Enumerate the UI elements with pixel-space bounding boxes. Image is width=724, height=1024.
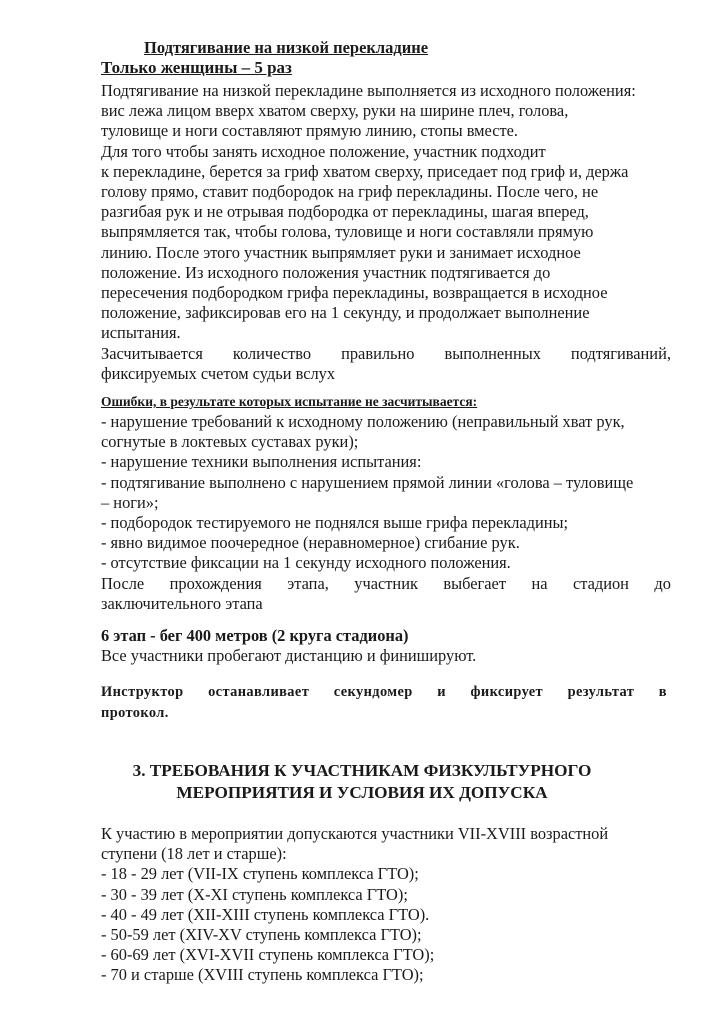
age-group-item: - 50-59 лет (XIV-XV ступень комплекса ГТО); <box>101 925 422 945</box>
instructor-line <box>101 682 667 703</box>
error-item: согнутые в локтевых суставах руки); <box>101 432 359 452</box>
stage6-text: Все участники пробегают дистанцию и финишируют. <box>101 646 477 666</box>
after-stage-line <box>101 574 671 594</box>
text-line: пересечения подбородком грифа перекладины, возвращается в исходное <box>101 283 608 303</box>
section-title-line: 3. ТРЕБОВАНИЯ К УЧАСТНИКАМ ФИЗКУЛЬТУРНОГО <box>132 761 592 780</box>
admission-block <box>101 824 671 986</box>
word: После <box>101 573 145 593</box>
error-item: - явно видимое поочередное (неравномерное) сгибание рук. <box>101 533 520 553</box>
age-group-item: - 30 - 39 лет (X-XI ступень комплекса ГТО); <box>101 884 408 904</box>
text-line: выпрямляется так, чтобы голова, туловище и ноги составляли прямую <box>101 222 594 242</box>
word: результат <box>567 684 635 700</box>
text-line: ступени (18 лет и старше): <box>101 844 287 864</box>
age-group-item: - 60-69 лет (XVI-XVII ступень комплекса ГТО); <box>101 945 435 965</box>
text-line: вис лежа лицом вверх хватом сверху, руки на ширине плеч, голова, <box>101 101 569 121</box>
text-line: голову прямо, ставит подбородок на гриф перекладины. После чего, не <box>101 182 599 202</box>
text-line: положение. Из исходного положения участник подтягивается до <box>101 262 551 282</box>
section-title-line: МЕРОПРИЯТИЯ И УСЛОВИЯ ИХ ДОПУСКА <box>176 783 548 802</box>
word: подтягиваний, <box>570 343 671 363</box>
description-paragraph <box>101 81 671 384</box>
error-item: - нарушение требований к исходному положению (неправильный хват рук, <box>101 412 625 431</box>
word: прохождения <box>169 573 262 593</box>
text-line: к перекладине, берется за гриф хватом сверху, приседает под гриф и, держа <box>101 161 629 181</box>
word: правильно <box>341 343 415 363</box>
error-item: – ноги»; <box>101 492 159 512</box>
text-line: Подтягивание на низкой перекладине выполняется из исходного положения: <box>101 81 636 100</box>
word: выбегает <box>443 573 506 593</box>
section-title <box>0 760 724 804</box>
subheading: Только женщины – 5 раз <box>101 58 292 77</box>
text-line: Для того чтобы занять исходное положение, участник подходит <box>101 141 546 161</box>
text-line: разгибая рук и не отрывая подбородка от перекладины, шагая вперед, <box>101 202 589 222</box>
word: останавливает <box>208 684 310 700</box>
counted-line <box>101 344 671 364</box>
word: стадион <box>572 573 629 593</box>
word: участник <box>354 573 418 593</box>
text-line: линию. После этого участник выпрямляет руки и занимает исходное <box>101 242 581 262</box>
text-line: испытания. <box>101 323 181 343</box>
text-line: протокол. <box>101 705 169 721</box>
instructor-note <box>101 682 667 724</box>
age-group-item: - 40 - 49 лет (XII-XIII ступень комплекса ГТО). <box>101 904 430 924</box>
text-line: К участию в мероприятии допускаются участники VII-XVIII возрастной <box>101 824 609 843</box>
text-line: заключительного этапа <box>101 593 263 613</box>
error-item: - подбородок тестируемого не поднялся выше грифа перекладины; <box>101 513 569 533</box>
word: количество <box>232 343 312 363</box>
word: фиксирует <box>470 684 544 700</box>
errors-heading: Ошибки, в результате которых испытание не засчитывается: <box>101 394 478 409</box>
heading: Подтягивание на низкой перекладине <box>144 38 429 57</box>
word: на <box>531 573 548 593</box>
error-item: - нарушение техники выполнения испытания: <box>101 452 422 472</box>
text-line: фиксируемых счетом судьи вслух <box>101 363 336 383</box>
word: этапа, <box>287 573 329 593</box>
word: выполненных <box>444 343 541 363</box>
word: до <box>654 573 671 593</box>
word: Засчитывается <box>101 343 203 363</box>
text-line: положение, зафиксировав его на 1 секунду, и продолжает выполнение <box>101 303 590 323</box>
word: секундомер <box>333 684 413 700</box>
age-group-item: - 18 - 29 лет (VII-IX ступень комплекса ГТО); <box>101 864 419 884</box>
word: и <box>437 684 446 700</box>
error-item: - отсутствие фиксации на 1 секунду исходного положения. <box>101 553 511 573</box>
stage6-title: 6 этап - бег 400 метров (2 круга стадиона) <box>101 626 409 645</box>
word: в <box>658 684 667 700</box>
stage6-block <box>101 626 671 666</box>
error-item: - подтягивание выполнено с нарушением прямой линии «голова – туловище <box>101 472 634 492</box>
errors-list <box>101 412 671 614</box>
age-group-item: - 70 и старше (XVIII ступень комплекса ГТО); <box>101 965 424 985</box>
text-line: туловище и ноги составляют прямую линию, стопы вместе. <box>101 121 519 141</box>
word: Инструктор <box>101 684 184 700</box>
